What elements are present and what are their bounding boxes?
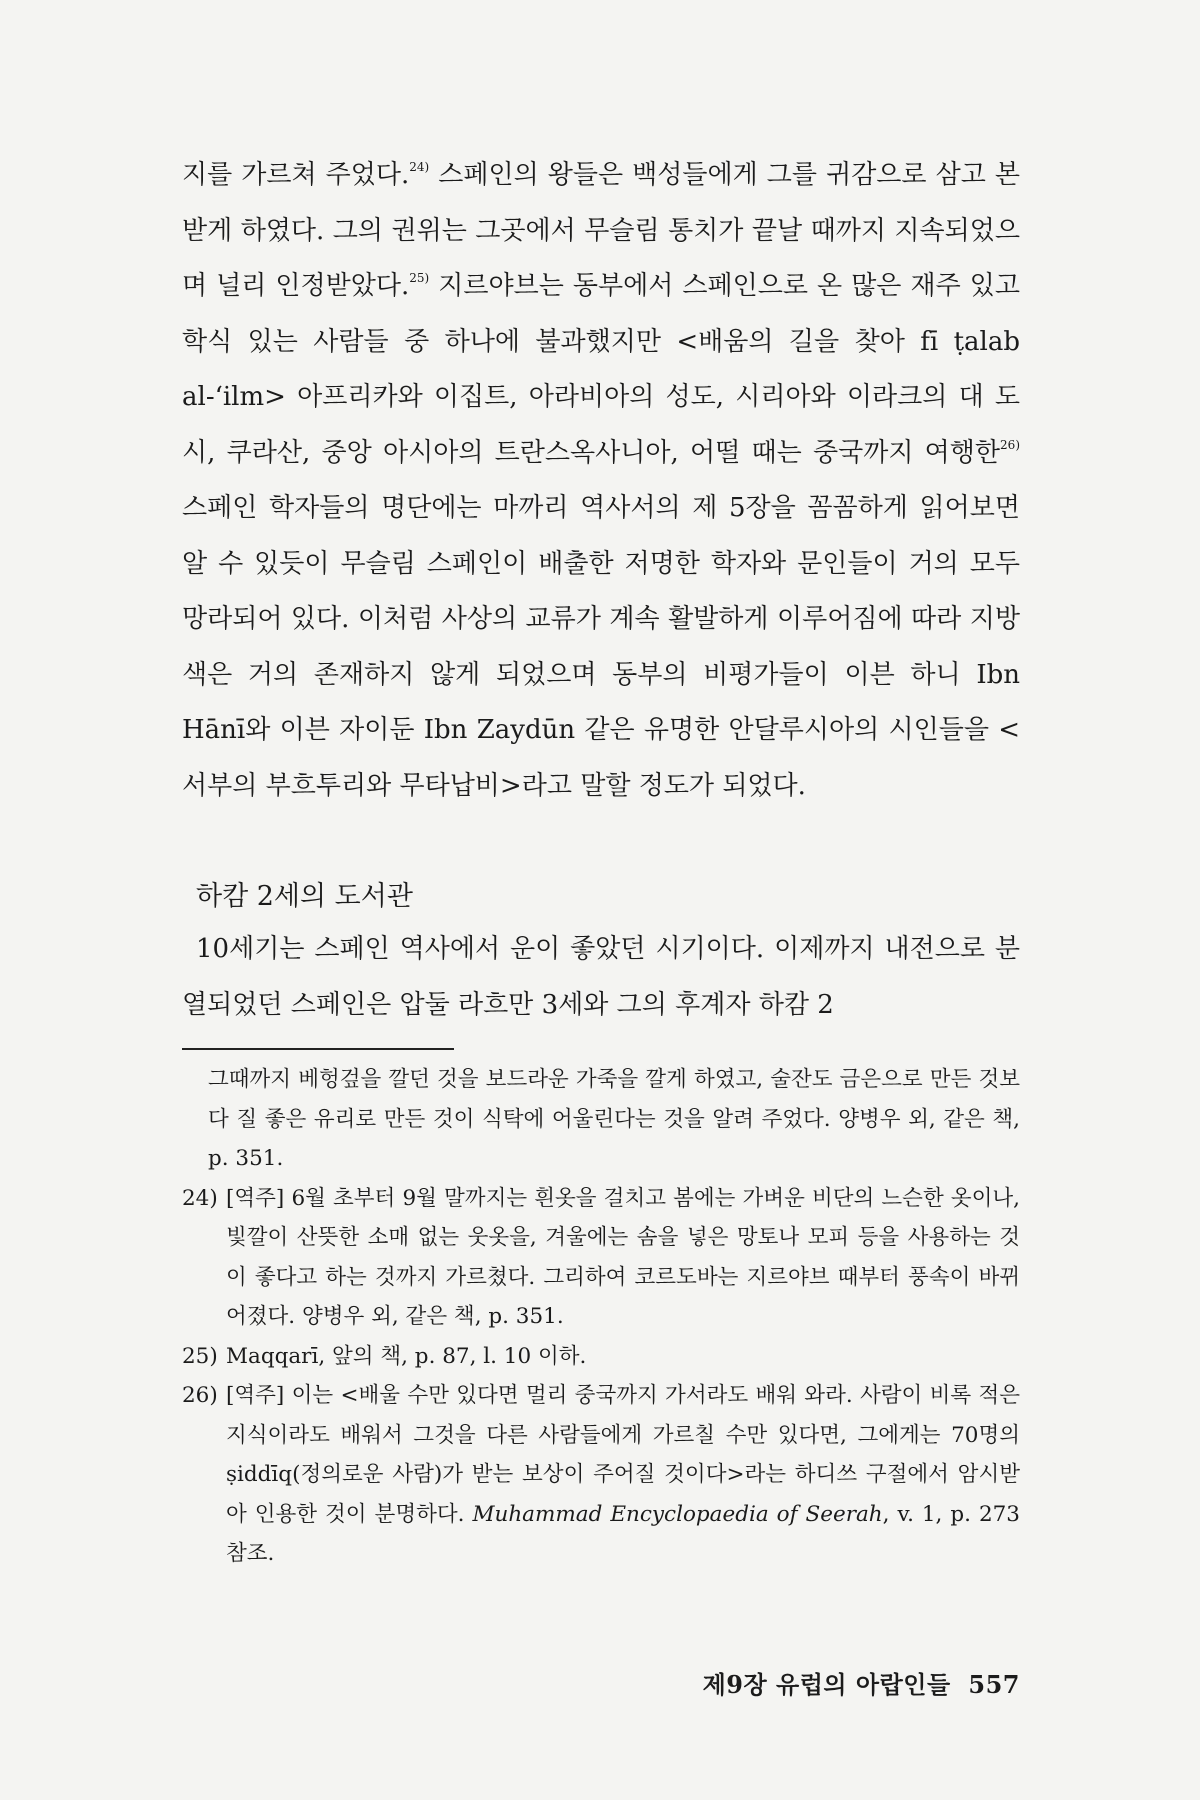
body-text	[182, 148, 1020, 814]
text-run: 지르야브는 동부에서 스페인으로 온 많은 재주 있고 학식 있는 사람들 중 하나에 불과했지만 <배움의 길을 찾아 fī ṭalab al-‘ilm> 아프리카와 이집트, 아라비아의 성도, 시리아와 이라크의 대 도시, 쿠라산, 중앙 아시아의 트란스옥사니아, 어떨 때는 중국까지 여행한	[182, 271, 1020, 468]
footnote-text: , v. 1, p. 273 참조.	[226, 1501, 1020, 1566]
footnote-24	[182, 1179, 1020, 1337]
text-run: 스페인의 왕들은 백성들에게 그를 귀감으로 삼고 본받게 하였다. 그의 권위는 그곳에서 무슬림 통치가 끝날 때까지 지속되었으며 널리 인정받았다.	[182, 160, 1020, 301]
paragraph	[182, 148, 1020, 814]
section-heading: 하캄 2세의 도서관	[196, 881, 413, 912]
text-run: 스페인 학자들의 명단에는 마까리 역사서의 제 5장을 꼼꼼하게 읽어보면 알 수 있듯이 무슬림 스페인이 배출한 저명한 학자와 문인들이 거의 모두 망라되어 있다. 이처럼 사상의 교류가 계속 활발하게 이루어짐에 따라 지방색은 거의 존재하지 않게 되었으며 동부의 비평가들이 이븐 하니 Ibn Hānī와 이븐 자이둔 Ibn Zaydūn 같은 유명한 안달루시아의 시인들을 <서부의 부흐투리와 무타납비>라고 말할 정도가 되었다.	[182, 493, 1020, 801]
footnote-text: [역주] 이는 <배울 수만 있다면 멀리 중국까지 가서라도 배워 와라. 사람이 비록 적은 지식이라도 배워서 그것을 다른 사람들에게 가르칠 수만 있다면, 그에게는 70명의 ṣiddīq(정의로운 사람)가 받는 보상이 주어질 것이다>라는 하디쓰 구절에서 암시받아 인용한 것이 분명하다.	[226, 1383, 1020, 1527]
footnote-number: 25)	[182, 1343, 218, 1369]
footnote-number: 26)	[182, 1383, 218, 1408]
footnote-continuation: 그때까지 베헝겊을 깔던 것을 보드라운 가죽을 깔게 하였고, 술잔도 금은으로 만든 것보다 질 좋은 유리로 만든 것이 식탁에 어울린다는 것을 알려 주었다. 양병우 외, 같은 책, p. 351.	[208, 1067, 1020, 1171]
paragraph: 10세기는 스페인 역사에서 운이 좋았던 시기이다. 이제까지 내전으로 분열되었던 스페인은 압둘 라흐만 3세와 그의 후계자 하캄 2	[182, 934, 1020, 1020]
footnote-text: Maqqarī, 앞의 책, p. 87, l. 10 이하.	[226, 1343, 587, 1369]
footnote-25	[182, 1337, 1020, 1377]
running-head: 제9장 유럽의 아랍인들	[702, 1670, 951, 1699]
footnote-number: 24)	[182, 1185, 218, 1211]
text-run: 지를 가르쳐 주었다.	[182, 160, 410, 190]
page-footer	[703, 1665, 1020, 1700]
footnote-text: [역주] 6월 초부터 9월 말까지는 흰옷을 걸치고 봄에는 가벼운 비단의 느슨한 옷이나, 빛깔이 산뜻한 소매 없는 웃옷을, 겨울에는 솜을 넣은 망토나 모피 등을 사용하는 것이 좋다고 하는 것까지 가르쳤다. 그리하여 코르도바는 지르야브 때부터 풍속이 바뀌어졌다. 양병우 외, 같은 책, p. 351.	[226, 1185, 1020, 1329]
footnote-ref: 24)	[409, 160, 430, 174]
section-body	[182, 922, 1020, 1033]
footnote-26	[182, 1376, 1020, 1574]
footnote-divider	[182, 1048, 454, 1050]
book-title: Muhammad Encyclopaedia of Seerah	[472, 1501, 883, 1527]
footnote-ref: 26)	[1000, 437, 1020, 452]
footnote-ref: 25)	[409, 271, 430, 285]
page-number: 557	[968, 1670, 1020, 1699]
footnotes	[182, 1060, 1020, 1574]
